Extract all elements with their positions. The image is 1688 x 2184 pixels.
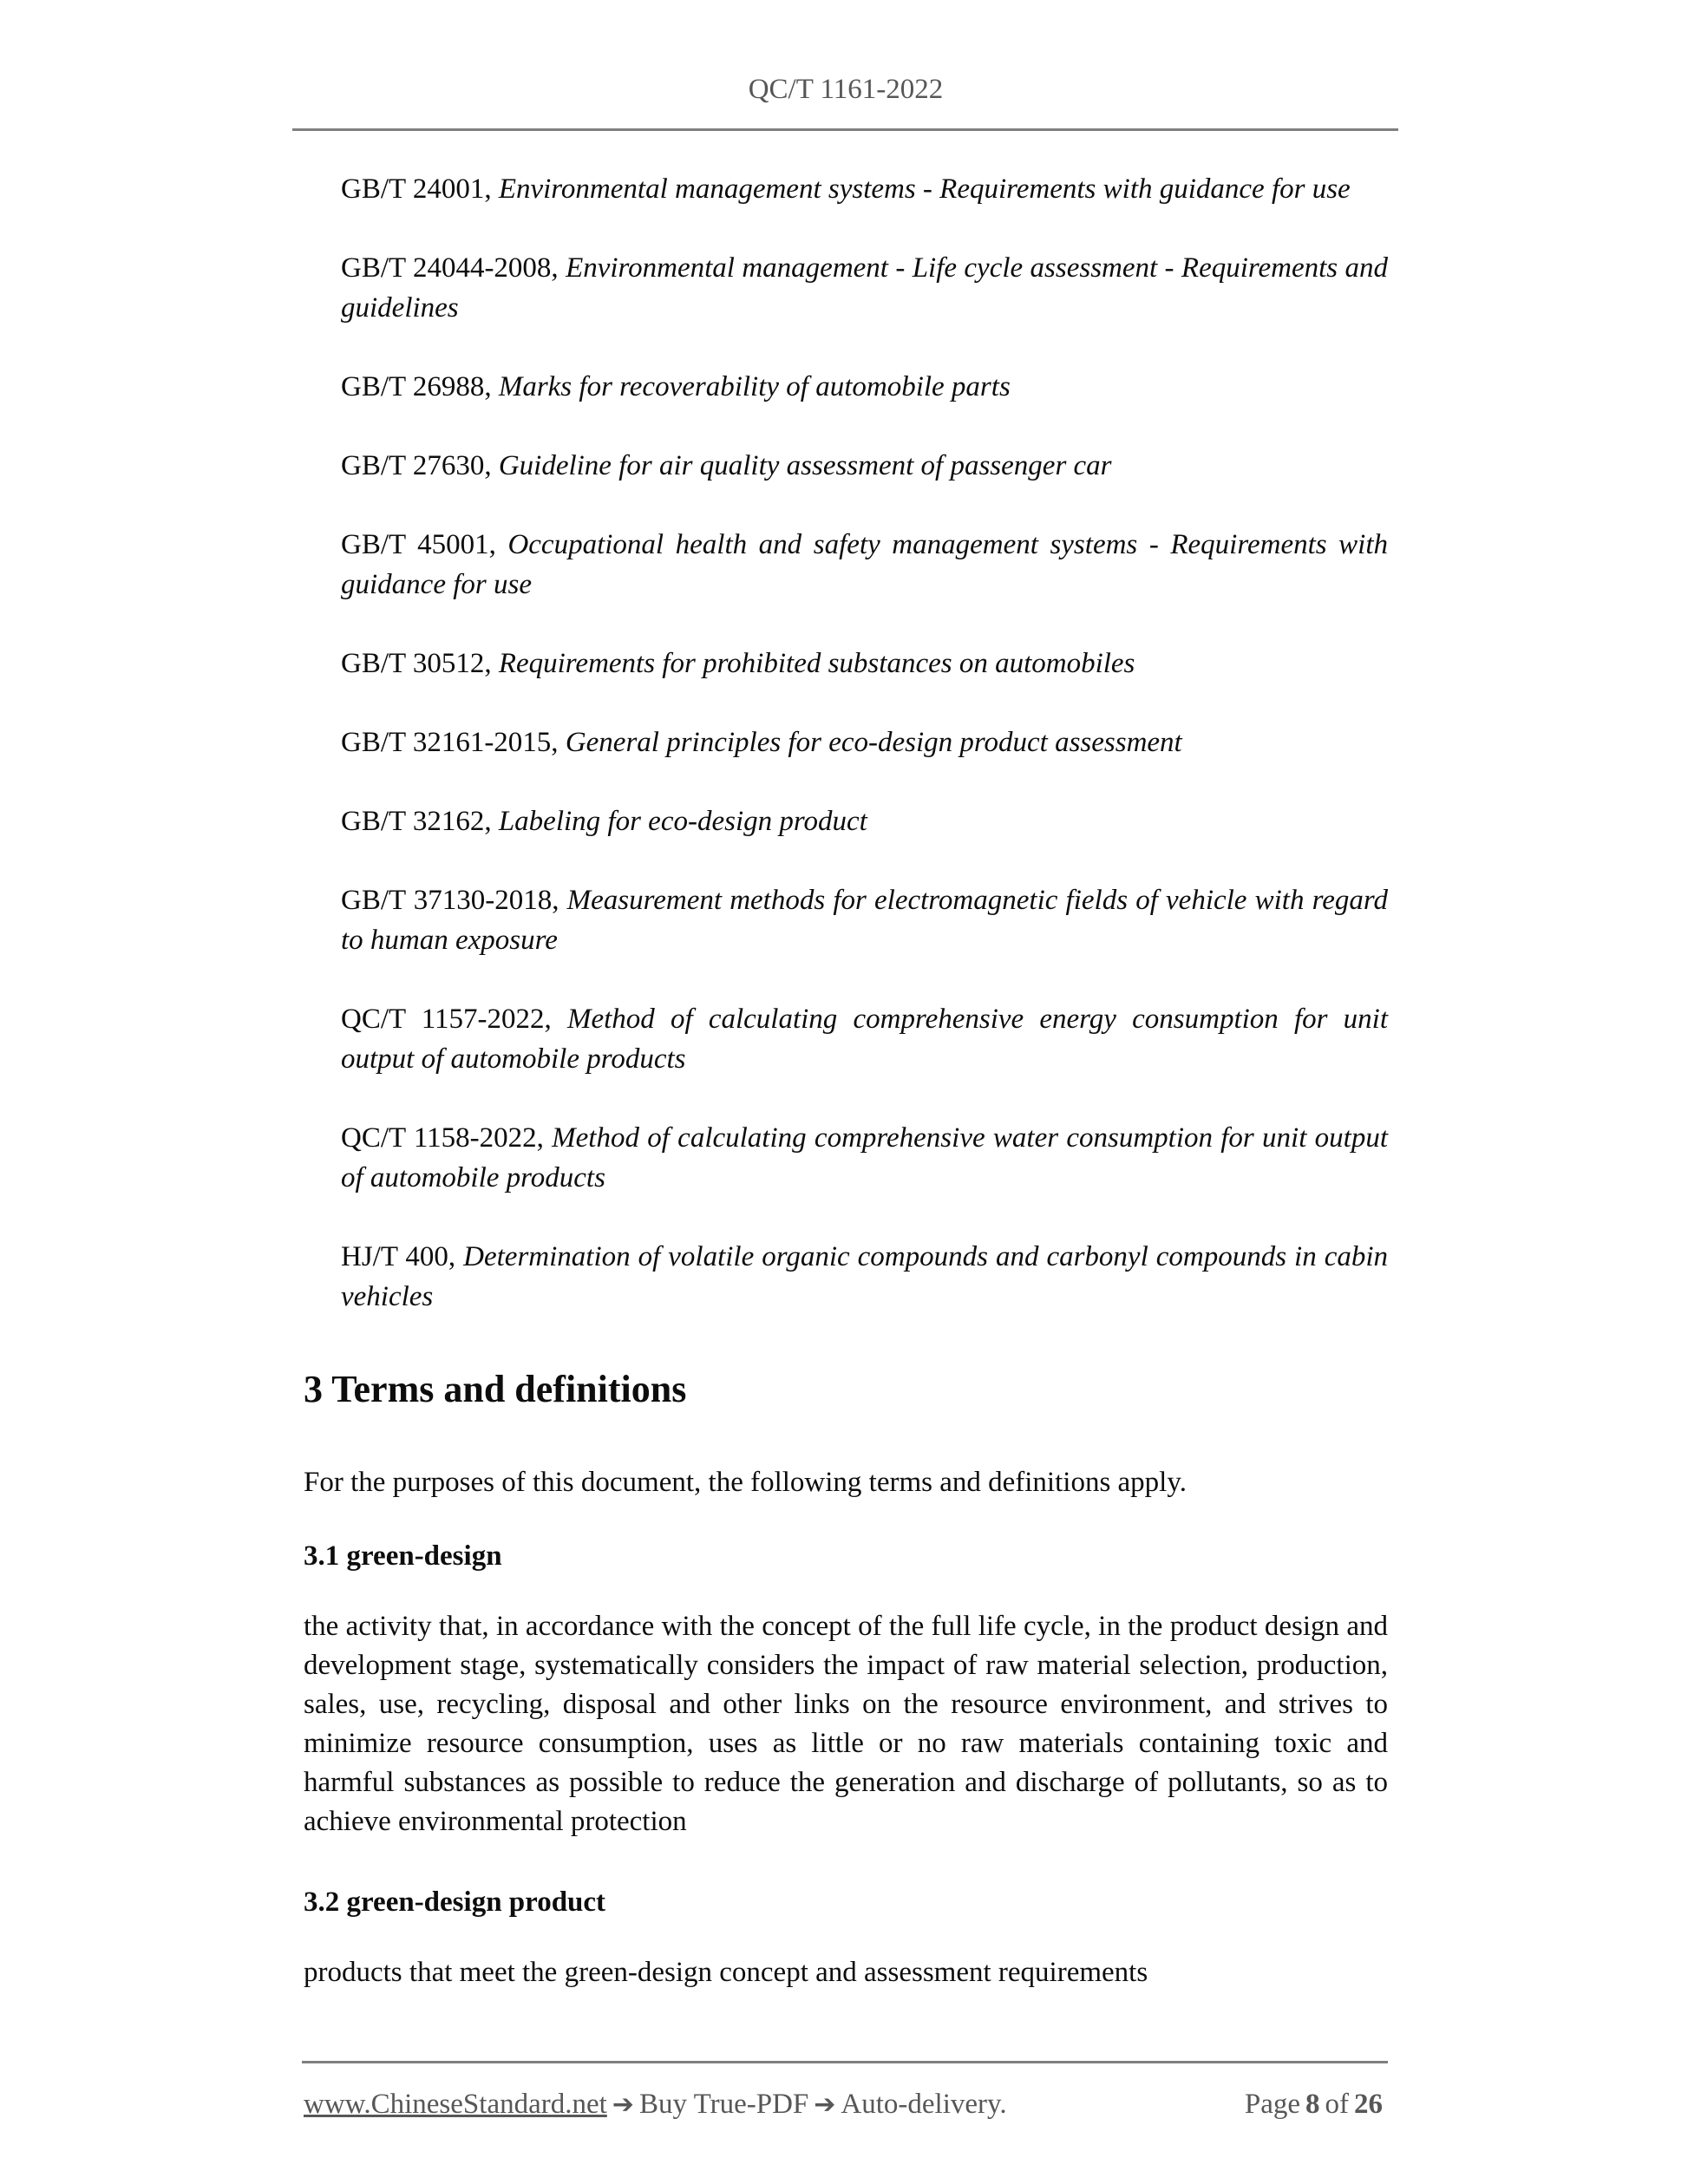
page-footer [304,2061,1388,2125]
standard-title: Occupational health and safety management systems - Requirements with guidance for use [341,529,1389,600]
standard-code: GB/T 26988, [341,371,492,402]
of-label: of [1325,2089,1349,2120]
standard-title: Determination of volatile organic compounds and carbonyl compounds in cabin vehicles [341,1241,1389,1312]
standard-title: Marks for recoverability of automobile parts [498,371,1011,402]
footer-source [304,2084,1007,2125]
term-3-2-definition: products that meet the green-design concept and assessment requirements [304,1957,1148,1988]
standard-title: Method of calculating comprehensive energy consumption for unit output of automobile products [341,1004,1389,1075]
term-3-2-heading: 3.2 green-design product [304,1886,606,1918]
standard-title: Method of calculating comprehensive water consumption for unit output of automobile products [341,1122,1389,1193]
reference-entry [341,644,1388,683]
reference-entry [341,525,1388,605]
reference-entry [341,446,1388,486]
document-code: QC/T 1161-2022 [748,74,944,105]
page-number: 8 [1305,2089,1320,2120]
page-label: Page [1244,2089,1300,2120]
standard-code: GB/T 24044-2008, [341,252,559,284]
standard-title: Environmental management systems - Requirements with guidance for use [498,173,1351,205]
site-link[interactable]: www.ChineseStandard.net [304,2089,607,2120]
standard-title: Environmental management - Life cycle assessment - Requirements and guidelines [341,252,1389,324]
standard-code: GB/T 32162, [341,806,492,837]
reference-entry [341,367,1388,407]
page-header [304,69,1388,131]
footer-rule [302,2061,1388,2063]
term-3-1-definition: the activity that, in accordance with the concept of the full life cycle, in the product design and development stage, systematically considers the impact of raw material selection, production, sales, use, recycling, disposal and other links on the resource environment, and strives to minimize resource consumption, uses as little or no raw materials containing toxic and harmful substances as possible to reduce the generation and discharge of pollutants, so as to achieve environmental protection [304,1611,1388,1837]
standard-code: GB/T 32161-2015, [341,727,559,758]
reference-entry [341,999,1388,1079]
right-arrow-icon: ➔ [612,2089,634,2120]
standard-code: QC/T 1157-2022, [341,1004,552,1035]
reference-entry [341,1118,1388,1198]
standard-title: General principles for eco-design product assessment [565,727,1182,758]
reference-entry [341,169,1388,209]
reference-entry [341,1237,1388,1317]
reference-entry [341,723,1388,762]
delivery-label: Auto-delivery. [841,2089,1007,2120]
standard-code: GB/T 30512, [341,648,492,679]
standard-title: Guideline for air quality assessment of passenger car [498,450,1112,481]
page-total: 26 [1354,2089,1383,2120]
standard-title: Labeling for eco-design product [498,806,867,837]
footer-line [304,2084,1388,2125]
reference-entry [341,248,1388,328]
page-body [304,169,1388,1992]
term-3-1-heading: 3.1 green-design [304,1540,502,1572]
header-rule [292,128,1398,131]
standard-code: GB/T 37130-2018, [341,885,559,916]
buy-label: Buy True-PDF [638,2089,809,2120]
standard-code: HJ/T 400, [341,1241,456,1272]
normative-references-list [304,169,1388,1317]
standard-code: GB/T 45001, [341,529,496,560]
right-arrow-icon: ➔ [814,2089,836,2120]
terms-intro: For the purposes of this document, the following terms and definitions apply. [304,1467,1187,1498]
section-3-heading: 3 Terms and definitions [304,1368,687,1410]
page-indicator [1245,2084,1388,2124]
standard-code: QC/T 1158-2022, [341,1122,544,1154]
reference-entry [341,880,1388,960]
reference-entry [341,801,1388,841]
standard-title: Requirements for prohibited substances on automobiles [498,648,1135,679]
standard-code: GB/T 27630, [341,450,492,481]
standard-code: GB/T 24001, [341,173,492,205]
standard-title: Measurement methods for electromagnetic fields of vehicle with regard to human exposure [341,885,1389,956]
